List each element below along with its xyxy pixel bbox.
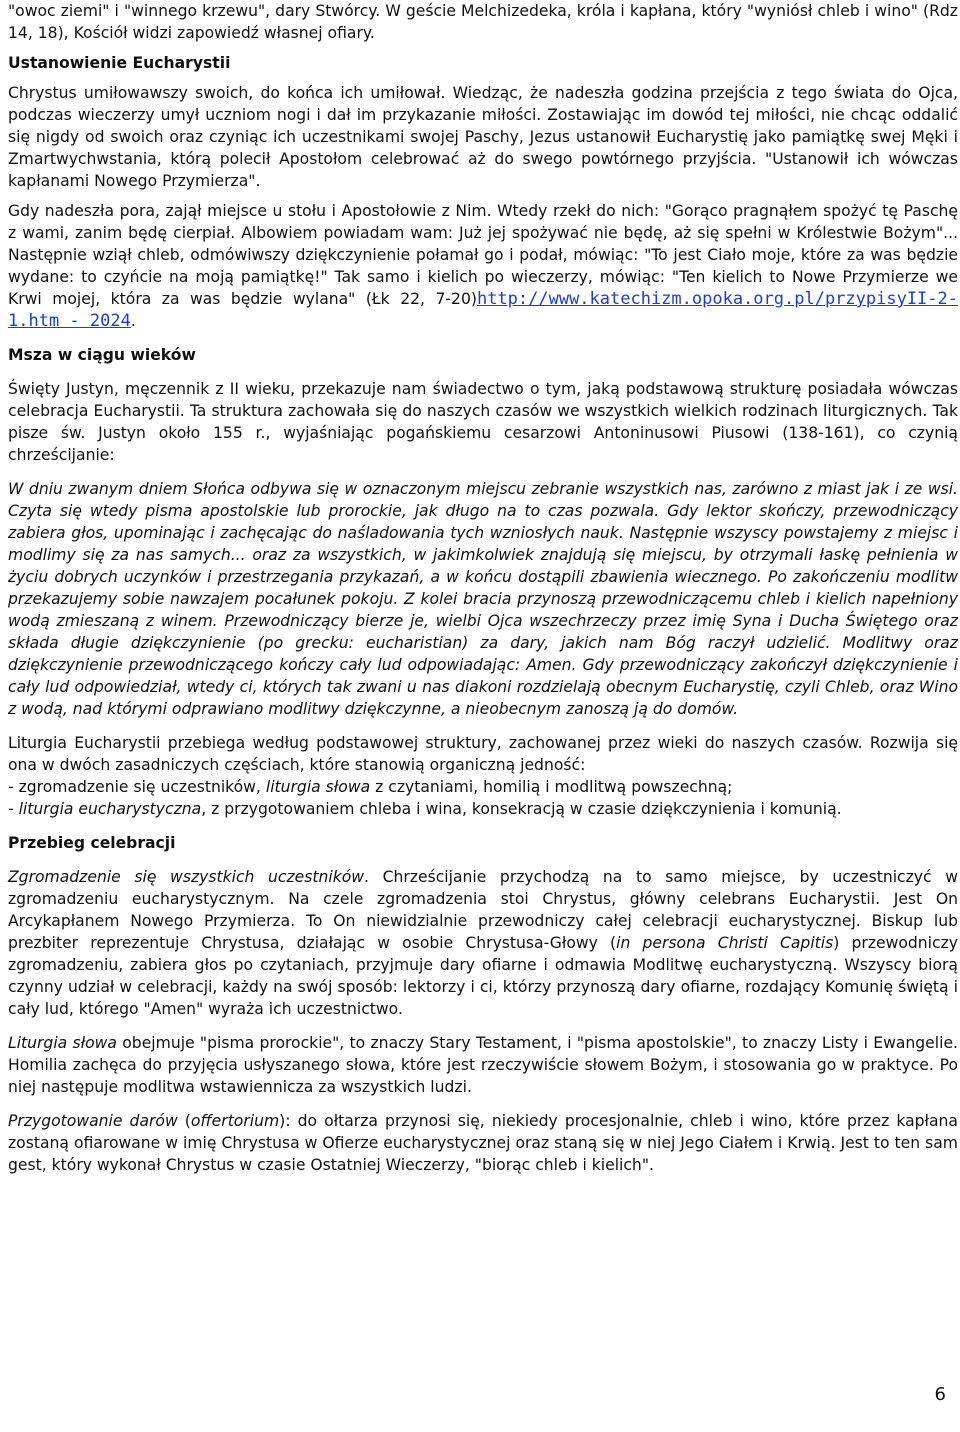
list-item-1 (8, 778, 732, 796)
emphasis: Przygotowanie darów (8, 1112, 178, 1130)
heading-msza: Msza w ciągu wieków (8, 346, 196, 364)
catechism-link[interactable]: http://www.katechizm.opoka.org.pl/przypisyII-2-1.htm - 2024 (8, 289, 958, 331)
list-emphasis: liturgia słowa (265, 778, 371, 796)
document-page (8, 0, 958, 1176)
justyn-quote: W dniu zwanym dniem Słońca odbywa się w oznaczonym miejscu zebranie wszystkich nas, zarówno z miast jak i ze wsi. Czyta się wtedy pisma apostolskie lub prorockie, jak długo na to czas pozwala. Gdy lektor skończy, przewodniczący zabiera głos, upominając i zachęcając do naśladowania tych wzniosłych nauk. Następnie wszyscy powstajemy z miejsc i modlimy się za nas samych... oraz za wszystkich, w jakimkolwiek znajdują się miejscu, by otrzymali łaskę pełnienia w życiu dobrych uczynków i przestrzegania przykazań, a w końcu dostąpili zbawienia wiecznego. Po zakończeniu modlitw przekazujemy sobie nawzajem pocałunek pokoju. Z kolei bracia przynoszą przewodniczącemu chleb i kielich napełniony wodą zmieszaną z winem. Przewodniczący bierze je, wielbi Ojca wszechrzeczy przez imię Syna i Ducha Świętego oraz składa długie dziękczynienie (po grecku: eucharistian) za dary, jakich nam Bóg raczył udzielić. Modlitwy oraz dziękczynienie przewodniczącego kończy cały lud odpowiadając: Amen. Gdy przewodniczący zakończył dziękczynienie i cały lud odpowiedział, wtedy ci, których tak zwani u nas diakoni rozdzielają obecnym Eucharystię, czyli Chleb, oraz Wino z wodą, nad którymi odprawiano modlitwy dziękczynne, a nieobecnym zanoszą ją do domów. (8, 480, 958, 718)
paragraph-text: ( (177, 1112, 191, 1130)
paragraph-ustanowienie-2 (8, 200, 958, 332)
emphasis: Zgromadzenie się wszystkich uczestników (8, 868, 365, 886)
paragraph-struktura (8, 732, 958, 820)
list-prefix: - (8, 800, 19, 818)
paragraph-text: Liturgia Eucharystii przebiega według podstawowej struktury, zachowanej przez wieki do naszych czasów. Rozwija się ona w dwóch zasadniczych częściach, które stanowią organiczną jedność: (8, 734, 958, 774)
list-suffix: z czytaniami, homilią i modlitwą powszechną; (370, 778, 733, 796)
paragraph-end: . (130, 312, 136, 330)
paragraph-text: ): do ołtarza przynosi się, niekiedy procesjonalnie, chleb i wino, które przez kapłana zostaną ofiarowane w imię Chrystusa w Ofierze eucharystycznej oraz staną się w niej Jego Ciałem i Krwią. Jest to ten sam gest, który wykonał Chrystus w czasie Ostatniej Wieczerzy, "biorąc chleb i kielich". (8, 1112, 958, 1174)
paragraph-text: ) przewodniczy zgromadzeniu, zabiera głos po czytaniach, przyjmuje dary ofiarne i odmawia Modlitwę eucharystyczną. Wszyscy biorą czynny udział w celebracji, każdy na swój sposób: lektorzy i ci, którzy przynoszą dary ofiarne, rozdający Komunię świętą i cały lud, którego "Amen" wyraża ich uczestnictwo. (8, 934, 958, 1018)
emphasis: offertorium (190, 1112, 280, 1130)
paragraph-text: . Chrześcijanie przychodzą na to samo miejsce, by uczestniczyć w zgromadzeniu eucharystycznym. Na czele zgromadzenia stoi Chrystus, główny celebrans Eucharystii. Jest On Arcykapłanem Nowego Przymierza. To On niewidzialnie przewodniczy całej celebracji eucharystycznej. Biskup lub prezbiter reprezentuje Chrystusa, działając w osobie Chrystusa-Głowy ( (8, 868, 958, 952)
paragraph-liturgia-slowa (8, 1032, 958, 1098)
heading-przebieg: Przebieg celebracji (8, 834, 176, 852)
paragraph-justyn: Święty Justyn, męczennik z II wieku, przekazuje nam świadectwo o tym, jaką podstawową strukturę posiadała wówczas celebracja Eucharystii. Ta struktura zachowała się do naszych czasów we wszystkich wielkich rodzinach liturgicznych. Tak pisze św. Justyn około 155 r., wyjaśniając pogańskiemu cesarzowi Antoninusowi Piusowi (138-161), co czynią chrześcijanie: (8, 380, 958, 464)
emphasis: in persona Christi Capitis (616, 934, 834, 952)
list-emphasis: liturgia eucharystyczna (18, 800, 202, 818)
paragraph-ustanowienie-1: Chrystus umiłowawszy swoich, do końca ich umiłował. Wiedząc, że nadeszła godzina przejścia z tego świata do Ojca, podczas wieczerzy umył uczniom nogi i dał im przykazanie miłości. Zostawiając im dowód tej miłości, nie chcąc oddalić się nigdy od swoich oraz czyniąc ich uczestnikami swojej Paschy, Jezus ustanowił Eucharystię jako pamiątkę swej Męki i Zmartwychwstania, którą polecił Apostołom celebrować aż do swego powtórnego przyjścia. "Ustanowił ich wówczas kapłanami Nowego Przymierza". (8, 84, 958, 190)
paragraph-przygotowanie-darow (8, 1110, 958, 1176)
paragraph-text: obejmuje "pisma prorockie", to znaczy Stary Testament, i "pisma apostolskie", to znaczy Listy i Ewangelie. Homilia zachęca do przyjęcia usłyszanego słowa, które jest rzeczywiście słowem Bożym, i stosowania go w praktyce. Po niej następuje modlitwa wstawiennicza za wszystkich ludzi. (8, 1034, 958, 1096)
page-number: 6 (934, 1384, 946, 1405)
heading-ustanowienie: Ustanowienie Eucharystii (8, 54, 231, 72)
list-item-2 (8, 800, 842, 818)
emphasis: Liturgia słowa (8, 1034, 117, 1052)
list-suffix: , z przygotowaniem chleba i wina, konsekracją w czasie dziękczynienia i komunią. (201, 800, 842, 818)
paragraph-zgromadzenie (8, 866, 958, 1020)
paragraph-text: Gdy nadeszła pora, zajął miejsce u stołu i Apostołowie z Nim. Wtedy rzekł do nich: "Gorąco pragnąłem spożyć tę Paschę z wami, zanim będę cierpiał. Albowiem powiadam wam: Już jej spożywać nie będę, aż się spełni w Królestwie Bożym"... Następnie wziął chleb, odmówiwszy dziękczynienie połamał go i podał, mówiąc: "To jest Ciało moje, które za was będzie wydane: to czyńcie na moją pamiątkę!" Tak samo i kielich po wieczerzy, mówiąc: "Ten kielich to Nowe Przymierze we Krwi mojej, która za was będzie wylana" (Łk 22, 7-20) (8, 202, 958, 308)
list-prefix: - zgromadzenie się uczestników, (8, 778, 266, 796)
intro-paragraph: "owoc ziemi" i "winnego krzewu", dary Stwórcy. W geście Melchizedeka, króla i kapłana, który "wyniósł chleb i wino" (Rdz 14, 18), Kościół widzi zapowiedź własnej ofiary. (8, 2, 958, 42)
